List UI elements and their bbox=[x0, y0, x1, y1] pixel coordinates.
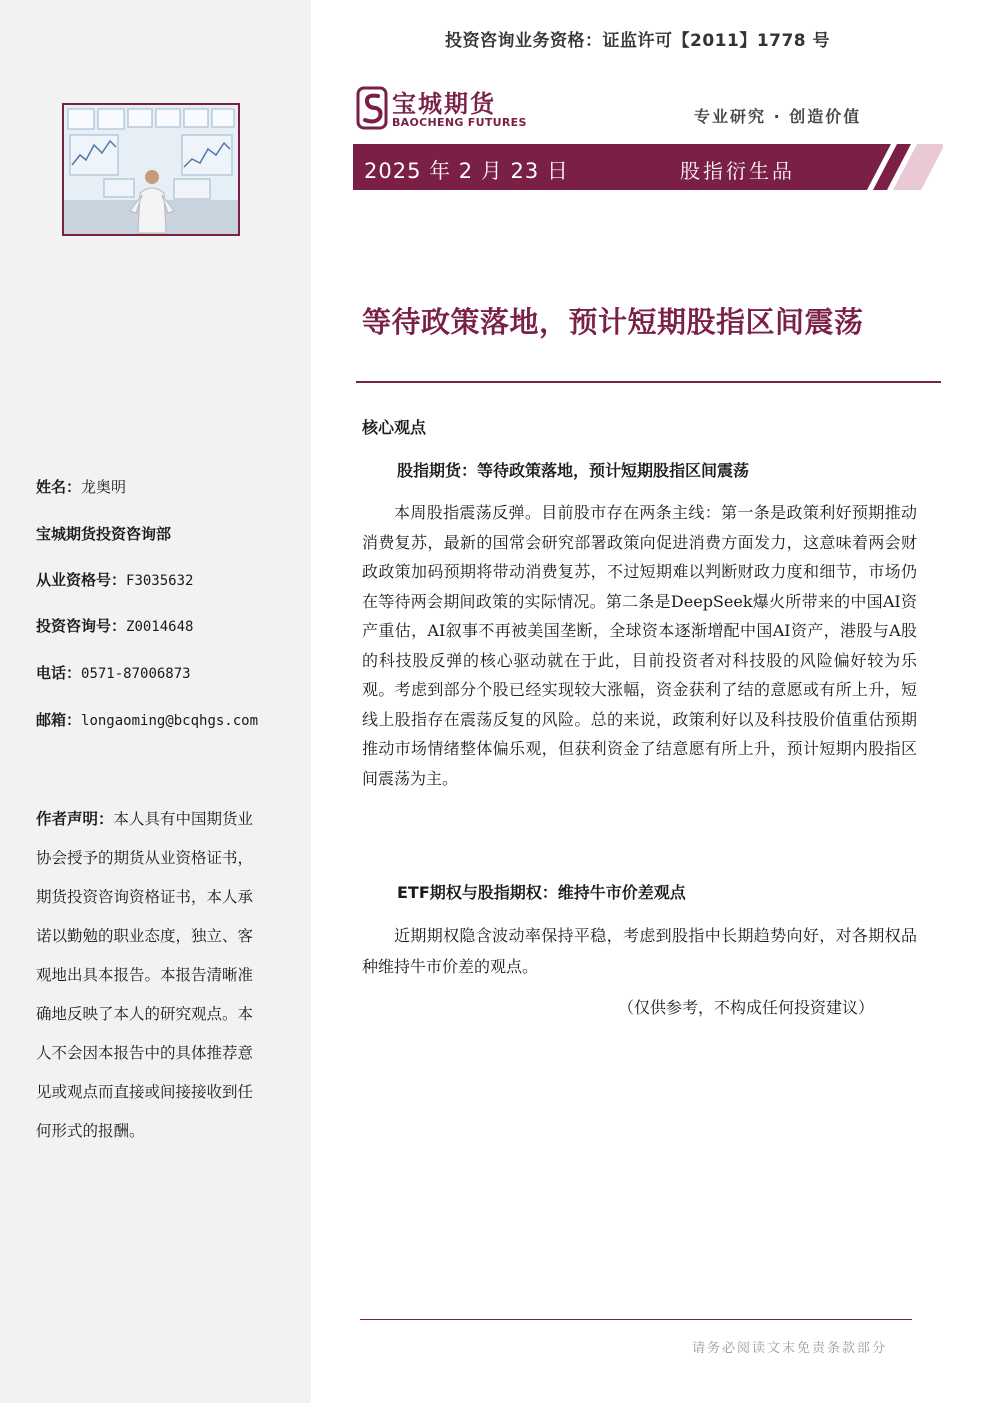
author-phone: 0571-87006873 bbox=[81, 666, 191, 682]
logo-en-text: BAOCHENG FUTURES bbox=[392, 116, 527, 129]
author-dept: 宝城期货投资咨询部 bbox=[36, 525, 172, 543]
title-divider bbox=[356, 381, 941, 383]
slogan: 专业研究 · 创造价值 bbox=[694, 107, 862, 126]
author-dept-row bbox=[36, 523, 171, 544]
company-logo bbox=[356, 86, 536, 132]
author-email[interactable]: longaoming@bcqhgs.com bbox=[81, 713, 259, 729]
author-name: 龙奥明 bbox=[81, 478, 127, 496]
author-name-label: 姓名： bbox=[36, 478, 82, 496]
author-statement-text: 本人具有中国期货业协会授予的期货从业资格证书，期货投资咨询资格证书，本人承诺以勤勉的职业态度，独立、客观地出具本报告。本报告清晰准确地反映了本人的研究观点。本人不会因本报告中的具体推荐意见或观点而直接或间接接收到任何形式的报酬。 bbox=[36, 810, 254, 1140]
logo-mark-icon bbox=[356, 86, 388, 130]
author-phone-row bbox=[36, 662, 191, 683]
author-cert-row bbox=[36, 569, 193, 590]
core-view-heading: 核心观点 bbox=[362, 418, 427, 437]
qualification-line: 投资咨询业务资格：证监许可【2011】1778 号 bbox=[445, 31, 831, 51]
futures-subheading: 股指期货：等待政策落地，预计短期股指区间震荡 bbox=[397, 461, 750, 480]
author-statement bbox=[36, 800, 268, 1151]
author-phone-label: 电话： bbox=[36, 664, 82, 682]
footer-note: 请务必阅读文末免责条款部分 bbox=[692, 1341, 888, 1356]
author-cert: F3035632 bbox=[126, 573, 194, 589]
logo-cn-text: 宝城期货 bbox=[392, 90, 496, 118]
futures-paragraph: 本周股指震荡反弹。目前股市存在两条主线：第一条是政策利好预期推动消费复苏，最新的国常会研究部署政策向促进消费方面发力，这意味着两会财政政策加码预期将带动消费复苏，不过短期难以判断财政力度和细节，市场仍在等待两会期间政策的实际情况。第二条是DeepSeek爆火所带来的中国AI资产重估，AI叙事不再被美国垄断，全球资本逐渐增配中国AI资产，港股与A股的科技股反弹的核心驱动就在于此，目前投资者对科技股的风险偏好较为乐观。考虑到部分个股已经实现较大涨幅，资金获利了结的意愿或有所上升，短线上股指存在震荡反复的风险。总的来说，政策利好以及科技股价值重估预期推动市场情绪整体偏乐观，但获利资金了结意愿有所上升，预计短期内股指区间震荡为主。 bbox=[362, 503, 917, 788]
report-title: 等待政策落地，预计短期股指区间震荡 bbox=[362, 305, 864, 339]
investment-disclaimer: （仅供参考，不构成任何投资建议） bbox=[618, 998, 875, 1017]
cover-photo bbox=[62, 103, 240, 236]
options-subheading: ETF期权与股指期权：维持牛市价差观点 bbox=[397, 883, 686, 902]
author-cert-label: 从业资格号： bbox=[36, 571, 127, 589]
author-statement-label: 作者声明： bbox=[36, 810, 114, 828]
author-name-row bbox=[36, 476, 126, 497]
author-advisory: Z0014648 bbox=[126, 619, 194, 635]
footer-divider bbox=[360, 1319, 912, 1320]
author-advisory-row bbox=[36, 615, 193, 636]
author-email-row bbox=[36, 709, 258, 730]
report-category: 股指衍生品 bbox=[680, 159, 795, 183]
author-email-label: 邮箱： bbox=[36, 711, 82, 729]
options-paragraph: 近期期权隐含波动率保持平稳，考虑到股指中长期趋势向好，对各期权品种维持牛市价差的观点。 bbox=[362, 926, 917, 976]
author-advisory-label: 投资咨询号： bbox=[36, 617, 127, 635]
report-date: 2025 年 2 月 23 日 bbox=[364, 159, 569, 183]
